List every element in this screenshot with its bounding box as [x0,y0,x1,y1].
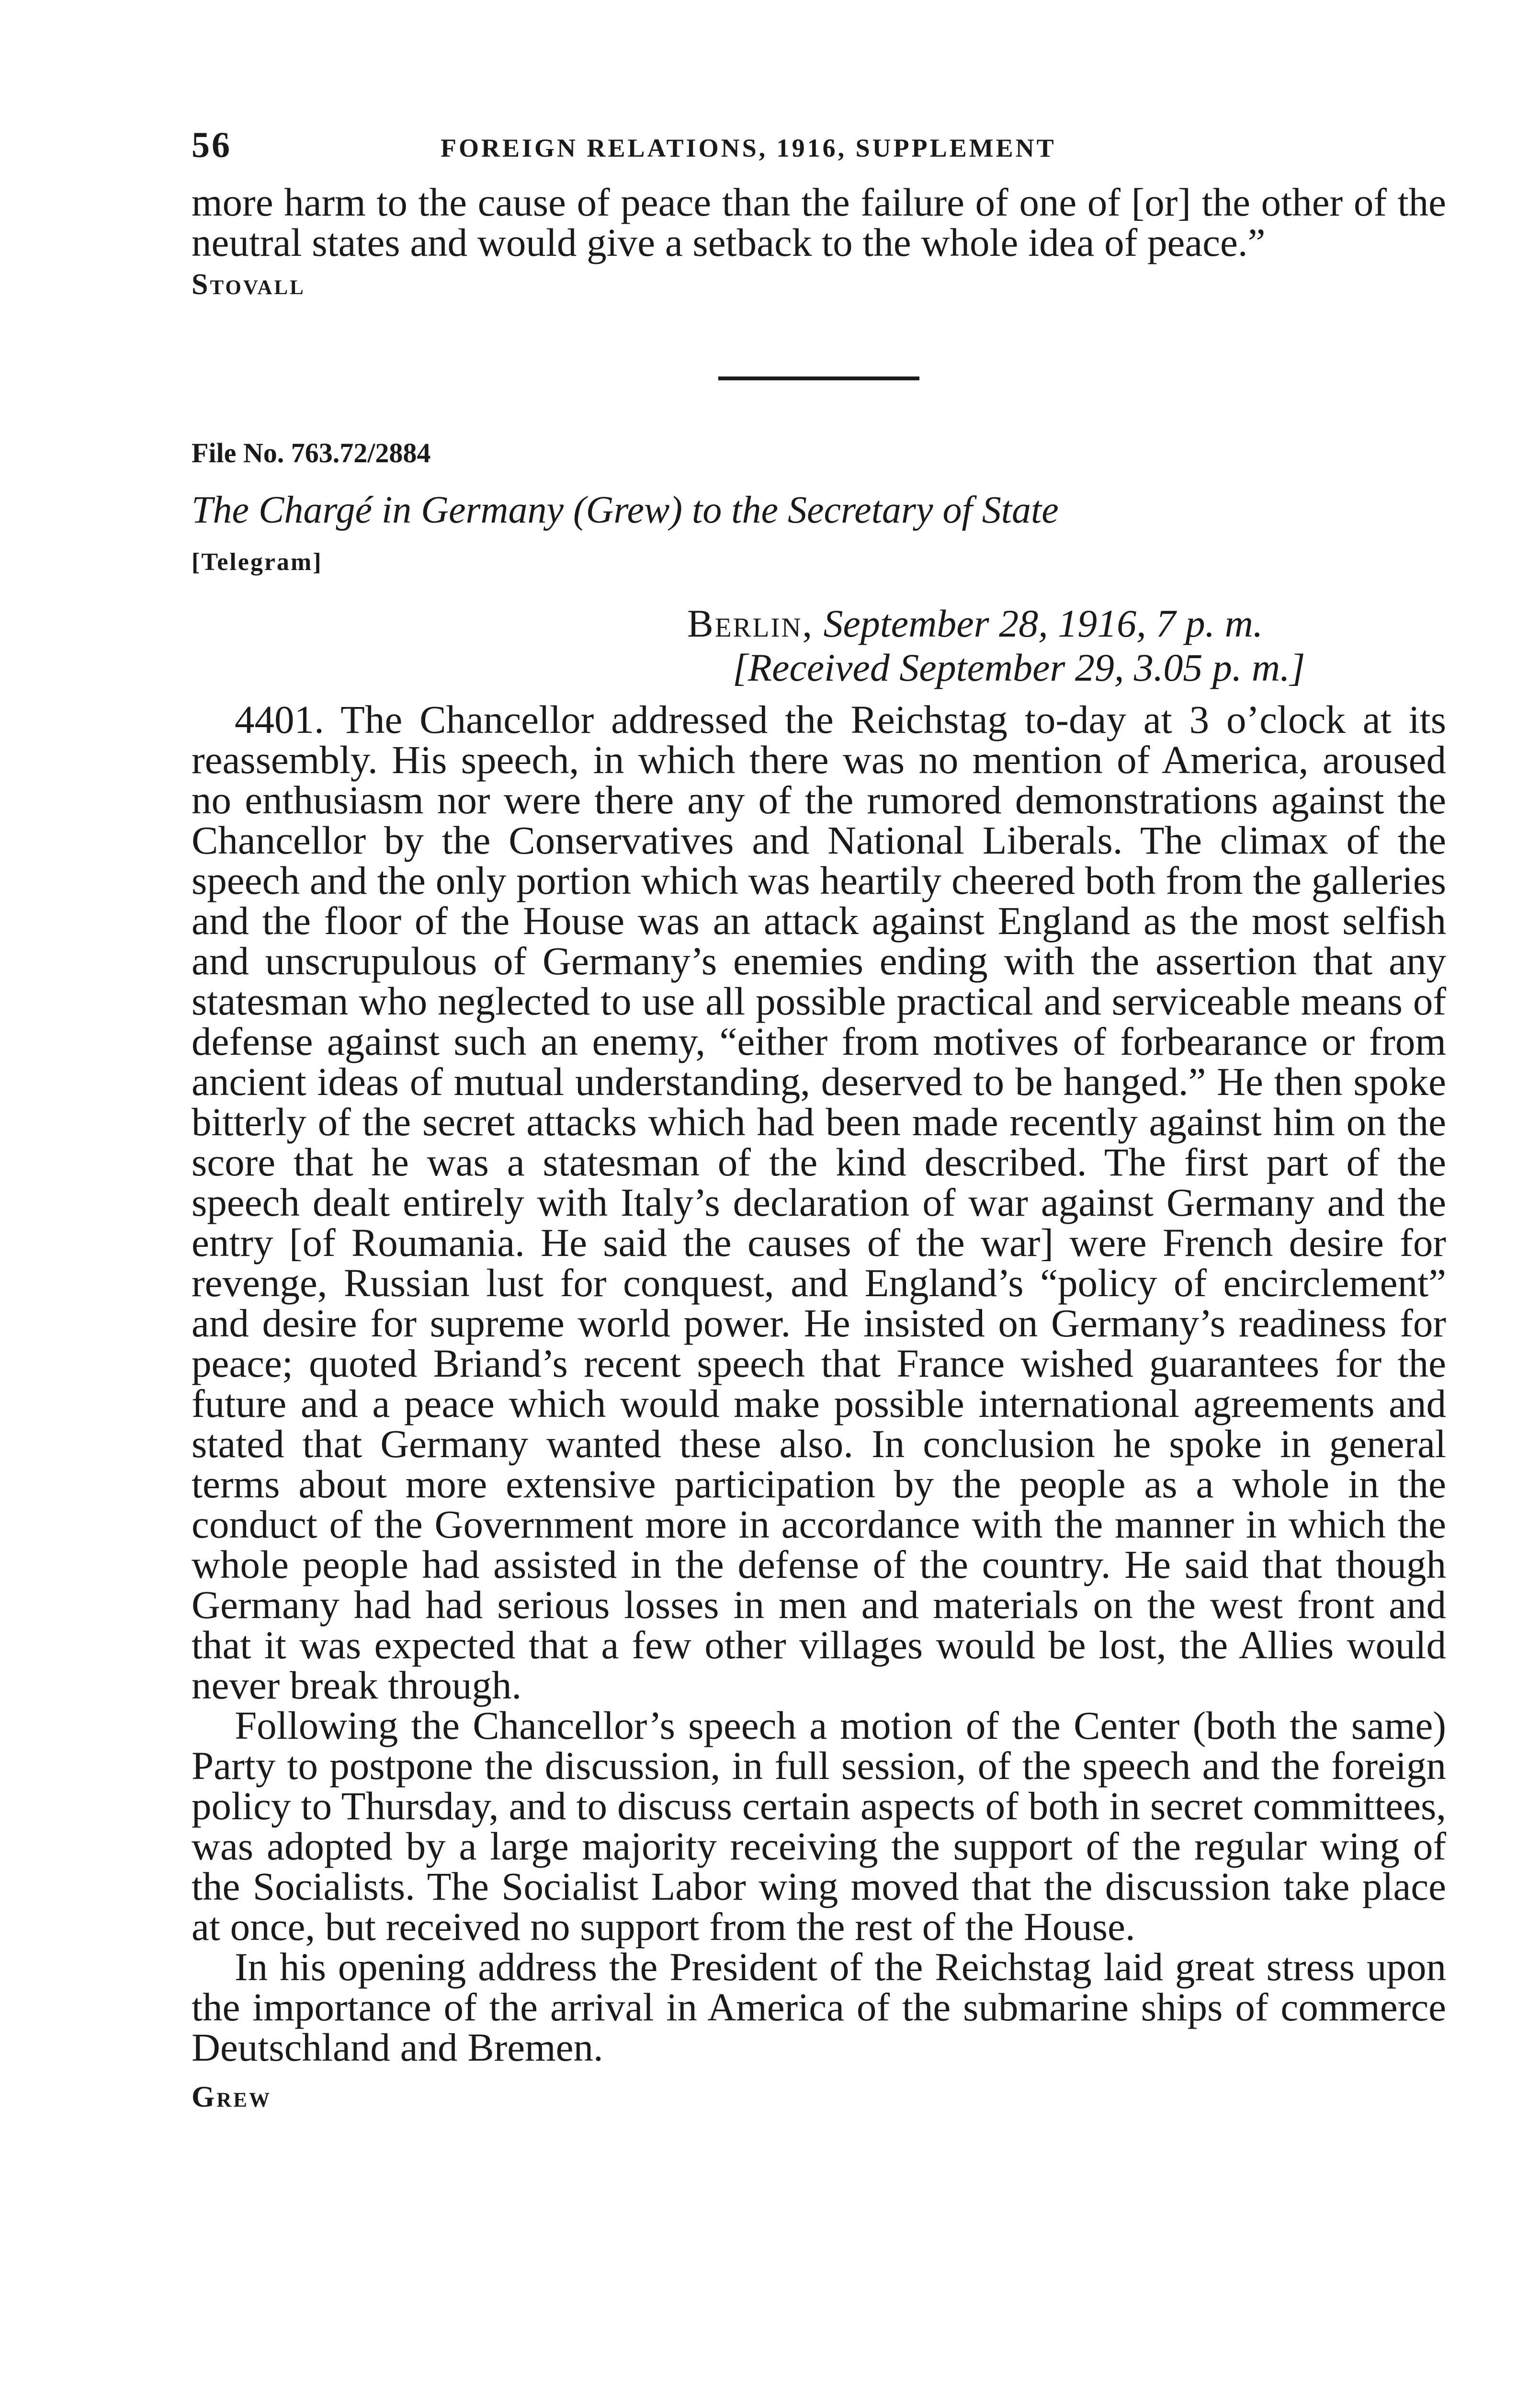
file-number: File No. 763.72/2884 [192,437,431,468]
document-title: The Chargé in Germany (Grew) to the Secretary of State [192,489,1059,531]
dateline [192,602,1446,646]
running-head [192,115,1446,168]
body-paragraph: In his opening address the President of the Reichstag laid great stress upon the importance of the arrival in America of the submarine ships of commerce Deutschland and Bremen. [192,1945,1446,2069]
page-number: 56 [192,125,232,165]
dateline-place: Berlin, [687,602,814,645]
signature-stovall: Stovall [192,268,306,301]
running-title: FOREIGN RELATIONS, 1916, SUPPLEMENT [441,134,1056,162]
dateline-date: September 28, 1916, 7 p. m. [823,602,1263,645]
section-divider [718,376,919,380]
signature-grew: Grew [192,2081,272,2113]
received-line: [Received September 29, 3.05 p. m.] [733,646,1305,689]
continuation-paragraph: more harm to the cause of peace than the failure of one of [or] the other of the neutral states and would give a setback to the whole idea of peace.” [192,180,1446,264]
document-type-label: [Telegram] [192,548,323,576]
document-page [192,115,1446,2117]
body-paragraph: Following the Chancellor’s speech a motion of the Center (both the same) Party to postpone the discussion, in full session, of the speech and the foreign policy to Thursday, and to discuss certain aspects of both in secret committees, was adopted by a large majority receiving the support of the regular wing of the Socialists. The Socialist Labor wing moved that the discussion take place at once, but received no support from the rest of the House. [192,1703,1446,1949]
body-paragraph: 4401. The Chancellor addressed the Reichstag to-day at 3 o’clock at its reassembly. His speech, in which there was no mention of America, aroused no enthusiasm nor were there any of the rumored demonstrations against the Chancellor by the Conservatives and National Liberals. The climax of the speech and the only portion which was heartily cheered both from the galleries and the floor of the House was an attack against England as the most selfish and unscrupulous of Germany’s enemies ending with the assertion that any statesman who neglected to use all possible practical and serviceable means of defense against such an enemy, “either from motives of forbearance or from ancient ideas of mutual understanding, deserved to be hanged.” He then spoke bitterly of the secret attacks which had been made recently against him on the score that he was a statesman of the kind described. The first part of the speech dealt entirely with Italy’s declaration of war against Germany and the entry [of Roumania. He said the causes of the war] were French desire for revenge, Russian lust for conquest, and England’s “policy of encirclement” and desire for supreme world power. He insisted on Germany’s readiness for peace; quoted Briand’s recent speech that France wished guarantees for the future and a peace which would make possible international agreements and stated that Germany wanted these also. In conclusion he spoke in general terms about more extensive participation by the people as a whole in the conduct of the Government more in accordance with the manner in which the whole people had assisted in the defense of the country. He said that though Germany had had serious losses in men and materials on the west front and that it was expected that a few other villages would be lost, the Allies would never break through. [192,697,1446,1707]
